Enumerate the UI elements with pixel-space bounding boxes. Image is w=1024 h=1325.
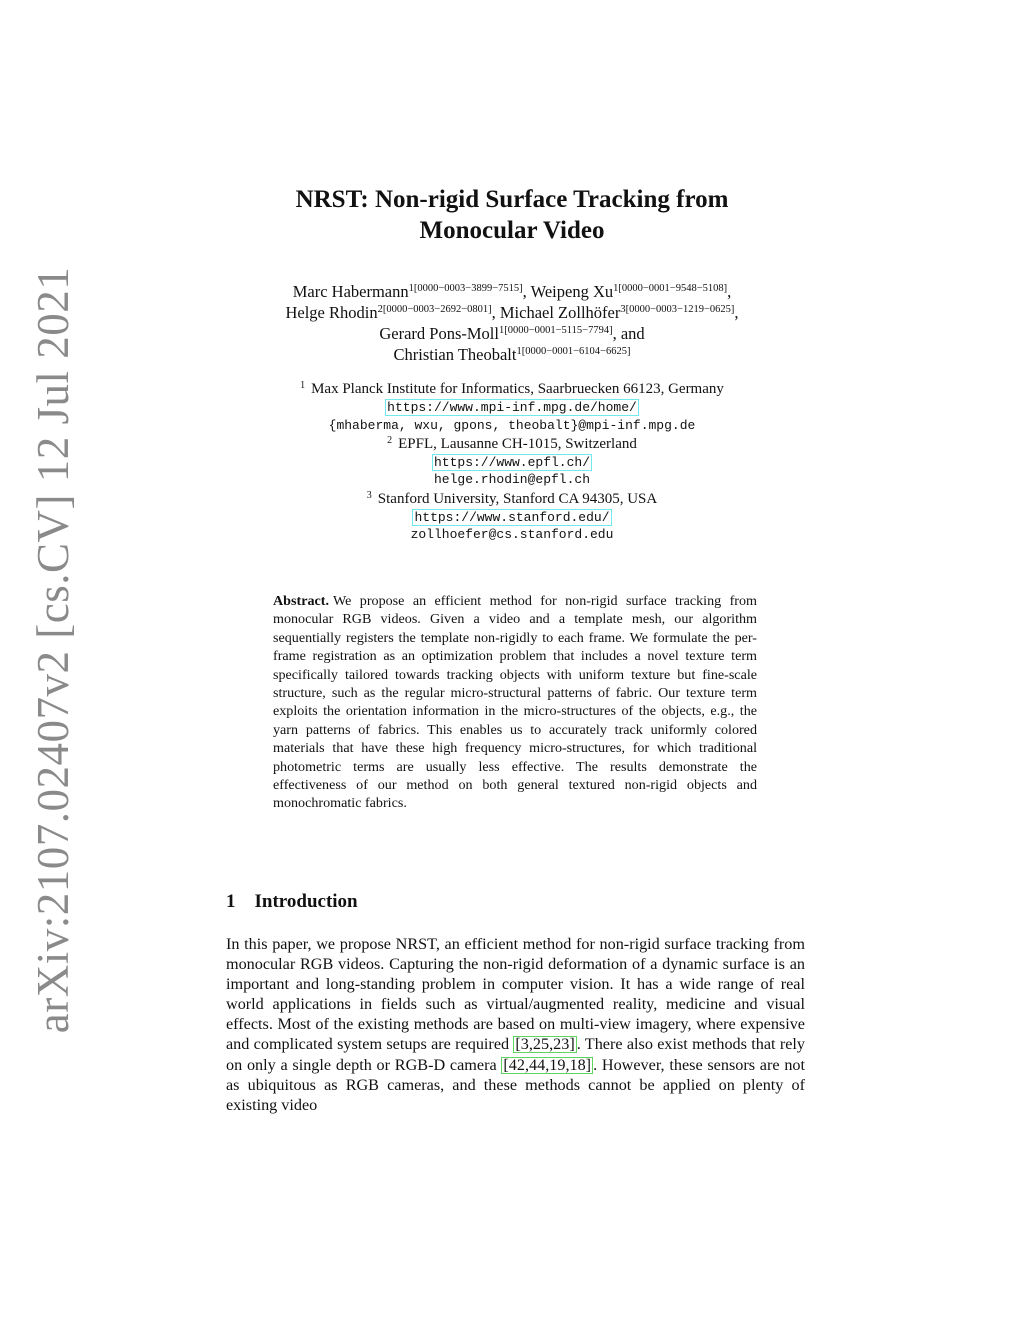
affiliation-url-link[interactable]: https://www.epfl.ch/ bbox=[433, 455, 591, 471]
arxiv-identifier-text: arXiv:2107.02407v2 [cs.CV] 12 Jul 2021 bbox=[28, 266, 78, 1034]
author-line-1 bbox=[0, 281, 1024, 302]
title-line-1: NRST: Non-rigid Surface Tracking from bbox=[295, 186, 729, 213]
affiliation-url-link[interactable]: https://www.mpi-inf.mpg.de/home/ bbox=[387, 400, 637, 416]
author-line-4 bbox=[0, 344, 1024, 365]
introduction-paragraph bbox=[226, 934, 805, 1115]
author-orcid: 1[0000−0001−6104−6625] bbox=[516, 346, 631, 357]
affiliation-email: helge.rhodin@epfl.ch bbox=[433, 472, 591, 488]
affiliation-number: 1 bbox=[300, 380, 306, 391]
author-separator: , bbox=[727, 282, 732, 301]
author-name: Weipeng Xu bbox=[530, 282, 614, 301]
author-name: Christian Theobalt bbox=[393, 345, 517, 364]
section-title: Introduction bbox=[254, 891, 358, 912]
author-separator: , bbox=[491, 303, 500, 322]
affiliation-email: {mhaberma, wxu, gpons, theobalt}@mpi-inf.mpg.de bbox=[328, 417, 696, 433]
affiliation-number: 2 bbox=[387, 434, 393, 446]
affiliation-name: $^3$ Stanford University, Stanford CA 94305, USA bbox=[366, 489, 658, 507]
affiliations bbox=[0, 380, 1024, 545]
intro-text: . There also exist methods that rely on only a single depth or RGB-D camera bbox=[226, 1035, 805, 1074]
affiliation-number: 3 bbox=[366, 489, 372, 501]
author-separator: , bbox=[522, 282, 531, 301]
title-line-2: Monocular Video bbox=[419, 217, 605, 244]
intro-text: In this paper, we propose NRST, an efficient method for non-rigid surface tracking from monocular RGB videos. Capturing the non-rigid deformation of a dynamic surface is an important and long-standing problem in computer vision. It has a wide range of real world applications in fields such as virtual/augmented reality, medicine and visual effects. Most of the existing methods are based on multi-view imagery, where expensive and complicated system setups are required bbox=[226, 935, 805, 1054]
author-orcid: 1[0000−0003−3899−7515] bbox=[408, 283, 523, 294]
citation-link[interactable]: [42,44,19,18] bbox=[503, 1055, 592, 1074]
section-heading bbox=[226, 891, 358, 913]
author-separator: , and bbox=[612, 324, 645, 343]
abstract-text: We propose an efficient method for non-rigid surface tracking from monocular RGB videos. Given a video and a template mesh, our algorithm sequentially registers the template non-rigidly to each frame. We formulate the per-frame registration as an optimization problem that includes a novel texture term specifically tailored towards tracking objects with uniform texture but fine-scale structure, such as the regular micro-structural patterns of fabric. Our texture term exploits the orientation information in the micro-structures of the objects, e.g., the yarn patterns of fabrics. This enables us to accurately track uniformly colored materials that have these high frequency micro-structures, for which traditional photometric terms are usually less effective. The results demonstrate the effectiveness of our method on both general textured non-rigid objects and monochromatic fabrics. bbox=[273, 593, 757, 812]
author-orcid: 1[0000−0001−5115−7794] bbox=[498, 325, 613, 336]
citation-link[interactable]: [3,25,23] bbox=[515, 1035, 575, 1054]
affiliation-url-link[interactable]: https://www.stanford.edu/ bbox=[414, 510, 610, 526]
abstract bbox=[273, 592, 757, 813]
paper-title bbox=[0, 184, 1024, 246]
author-separator: , bbox=[734, 303, 739, 322]
author-name: Michael Zollhöfer bbox=[499, 303, 621, 322]
intro-text: . However, these sensors are not as ubiquitous as RGB cameras, and these methods cannot be applied on plenty of existing video bbox=[226, 1055, 805, 1114]
author-name: Marc Habermann bbox=[292, 282, 409, 301]
author-line-3 bbox=[0, 323, 1024, 344]
author-name: Helge Rhodin bbox=[285, 303, 378, 322]
affiliation-name: $^1$ Max Planck Institute for Informatics, Saarbruecken 66123, Germany bbox=[300, 380, 724, 397]
affiliation-email: zollhoefer@cs.stanford.edu bbox=[410, 527, 614, 543]
author-line-2 bbox=[0, 302, 1024, 323]
author-orcid: 3[0000−0003−1219−0625] bbox=[620, 304, 735, 315]
section-number: 1 bbox=[226, 891, 236, 912]
author-orcid: 1[0000−0001−9548−5108] bbox=[613, 283, 728, 294]
author-orcid: 2[0000−0003−2692−0801] bbox=[377, 304, 492, 315]
author-list bbox=[0, 281, 1024, 365]
abstract-label: Abstract. bbox=[273, 593, 329, 609]
affiliation-name: $^2$ EPFL, Lausanne CH-1015, Switzerland bbox=[387, 434, 637, 452]
author-name: Gerard Pons-Moll bbox=[379, 324, 499, 343]
